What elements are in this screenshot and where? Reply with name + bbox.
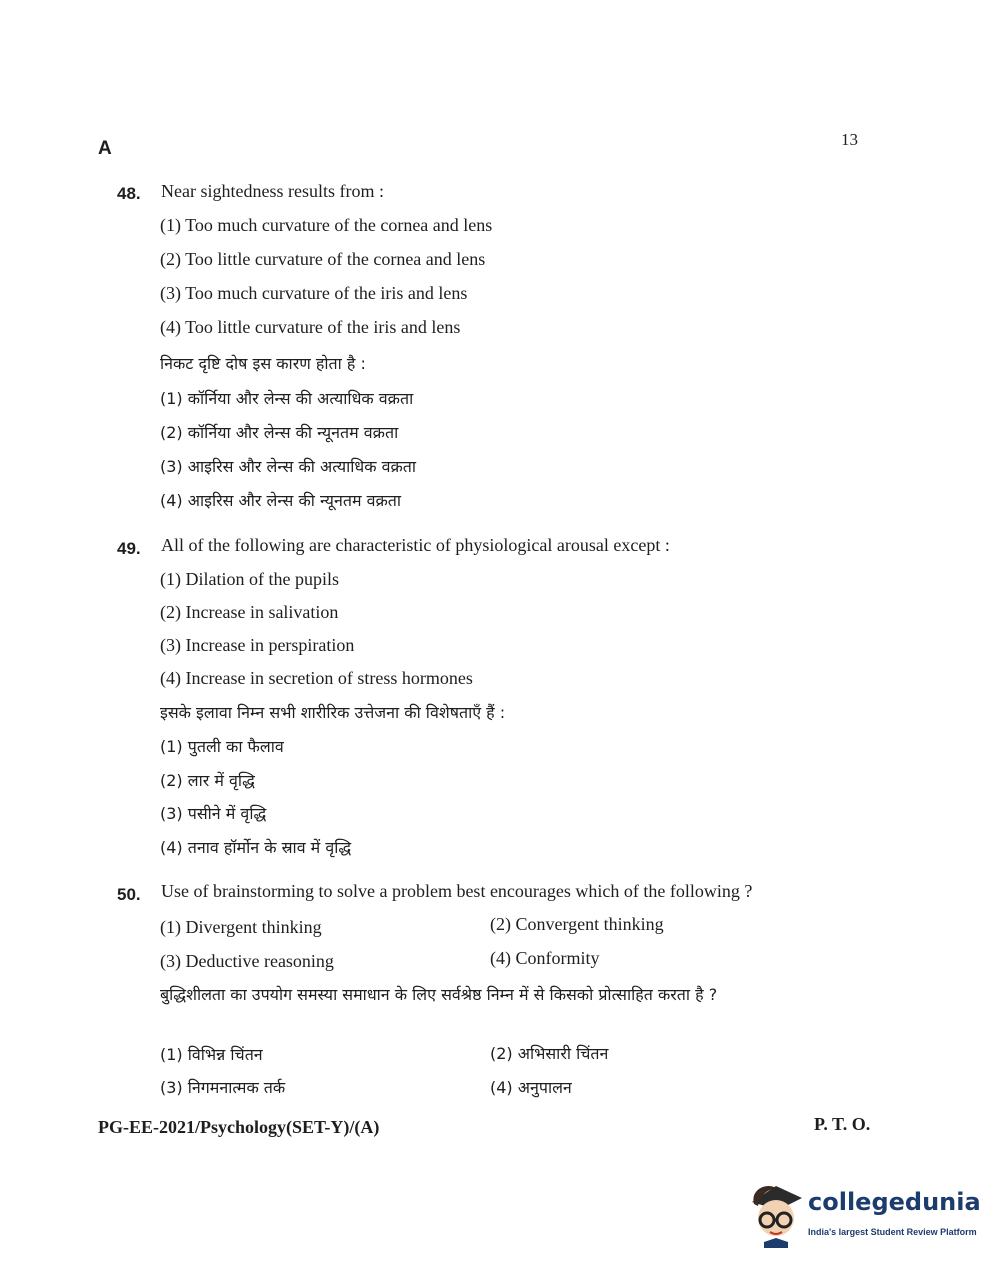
option-hi: (2) लार में वृद्धि <box>160 771 255 790</box>
set-letter: A <box>98 138 112 159</box>
option-hi: (4) आइरिस और लेन्स की न्यूनतम वक्रता <box>160 491 402 510</box>
option-en: (4) Increase in secretion of stress hormones <box>160 668 473 688</box>
option-hi: (1) कॉर्निया और लेन्स की अत्याधिक वक्रता <box>160 389 414 408</box>
option-hi: (4) तनाव हॉर्मोन के स्राव में वृद्धि <box>160 838 352 857</box>
pto-label: P. T. O. <box>814 1114 871 1134</box>
option-en: (1) Dilation of the pupils <box>160 569 339 589</box>
question-text-hi: इसके इलावा निम्न सभी शारीरिक उत्तेजना की विशेषताएँ हैं : <box>160 703 506 722</box>
option-hi: (3) निगमनात्मक तर्क <box>160 1078 286 1097</box>
option-en: (2) Too little curvature of the cornea and lens <box>160 249 486 269</box>
paper-code: PG-EE-2021/Psychology(SET-Y)/(A) <box>98 1117 380 1137</box>
question-number: 48. <box>117 184 141 203</box>
option-en: (4) Conformity <box>490 948 600 968</box>
mascot-icon <box>746 1180 808 1250</box>
option-hi: (1) विभिन्न चिंतन <box>160 1045 263 1064</box>
watermark-tagline: India's largest Student Review Platform <box>808 1227 977 1237</box>
option-hi: (2) कॉर्निया और लेन्स की न्यूनतम वक्रता <box>160 423 399 442</box>
option-en: (3) Increase in perspiration <box>160 635 355 655</box>
option-en: (3) Too much curvature of the iris and lens <box>160 283 468 303</box>
option-hi: (3) आइरिस और लेन्स की अत्याधिक वक्रता <box>160 457 417 476</box>
question-number: 50. <box>117 885 141 904</box>
option-hi: (3) पसीने में वृद्धि <box>160 804 267 823</box>
option-hi: (4) अनुपालन <box>490 1078 572 1097</box>
option-en: (1) Divergent thinking <box>160 917 322 937</box>
option-hi: (1) पुतली का फैलाव <box>160 737 284 756</box>
option-en: (2) Increase in salivation <box>160 602 339 622</box>
question-text-en: Near sightedness results from : <box>161 181 384 201</box>
option-en: (4) Too little curvature of the iris and lens <box>160 317 461 337</box>
question-text-hi: निकट दृष्टि दोष इस कारण होता है : <box>160 354 366 373</box>
option-en: (1) Too much curvature of the cornea and lens <box>160 215 493 235</box>
question-number: 49. <box>117 539 141 558</box>
question-text-en: All of the following are characteristic of physiological arousal except : <box>161 535 670 555</box>
question-text-hi: बुद्धिशीलता का उपयोग समस्या समाधान के लिए सर्वश्रेष्ठ निम्न में से किसको प्रोत्साहित करता है ? <box>160 985 718 1004</box>
option-hi: (2) अभिसारी चिंतन <box>490 1044 609 1063</box>
question-text-en: Use of brainstorming to solve a problem best encourages which of the following ? <box>161 881 753 901</box>
option-en: (3) Deductive reasoning <box>160 951 334 971</box>
watermark-brand: collegedunia <box>808 1188 981 1216</box>
option-en: (2) Convergent thinking <box>490 914 664 934</box>
page-number: 13 <box>841 130 858 149</box>
